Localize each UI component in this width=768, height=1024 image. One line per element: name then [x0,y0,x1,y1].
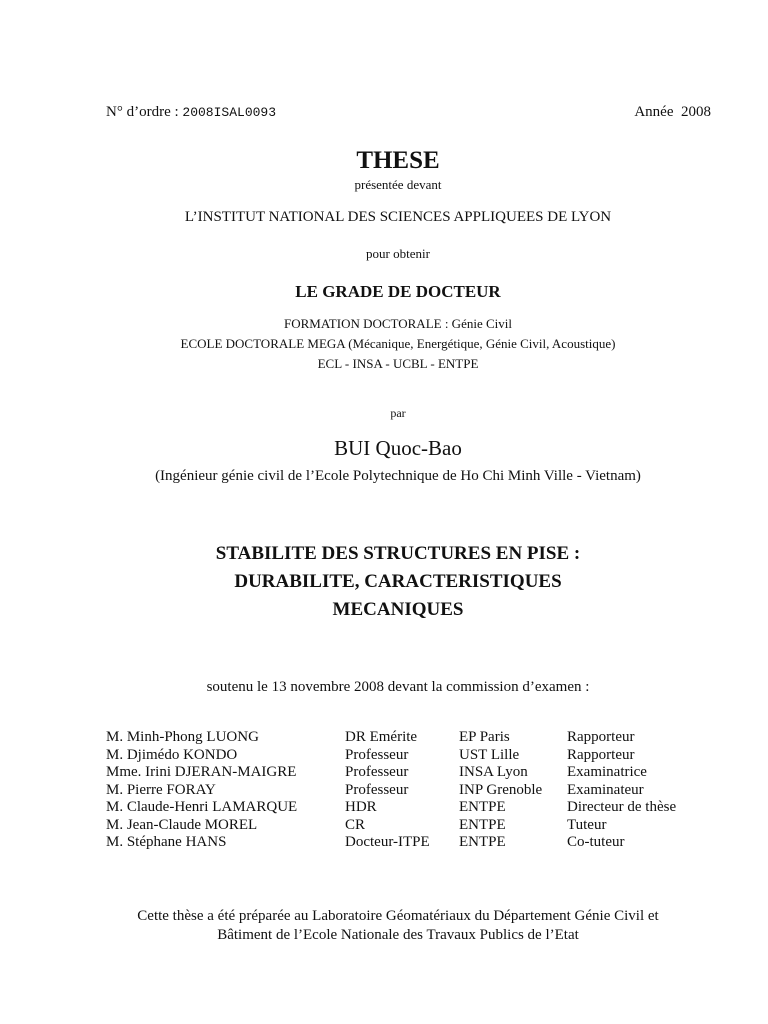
member-institution: ENTPE [459,834,506,850]
member-title: Professeur [345,764,409,780]
member-role: Examinatrice [567,764,647,780]
table-row [106,729,676,747]
table-row [106,799,676,817]
thesis-title-line-2: DURABILITE, CARACTERISTIQUES [234,571,562,592]
formation-doctorale: FORMATION DOCTORALE : Génie Civil [284,316,512,331]
footer-line-1: Cette thèse a été préparée au Laboratoire Géomatériaux du Département Génie Civil et [137,908,659,924]
thesis-title-line-1: STABILITE DES STRUCTURES EN PISE : [215,543,581,564]
table-row [106,747,676,765]
member-name: M. Jean-Claude MOREL [106,816,258,833]
member-role: Co-tuteur [567,834,625,850]
member-role: Tuteur [567,816,607,833]
author-name: BUI Quoc-Bao [334,436,462,460]
member-institution: ENTPE [459,816,506,833]
grade-title: LE GRADE DE DOCTEUR [295,282,501,301]
page-title: THESE [356,147,440,174]
member-name: M. Pierre FORAY [106,781,216,798]
member-role: Rapporteur [567,746,635,763]
member-name: Mme. Irini DJERAN-MAIGRE [106,764,297,780]
footer-line-2: Bâtiment de l’Ecole Nationale des Travaux Publics de l’Etat [217,927,579,943]
footer-note [0,907,768,945]
member-name: M. Minh-Phong LUONG [106,729,259,745]
member-role: Rapporteur [567,729,635,745]
member-title: Professeur [345,781,409,798]
ecole-doctorale: ECOLE DOCTORALE MEGA (Mécanique, Energétique, Génie Civil, Acoustique) [180,336,616,351]
annee-line [634,104,711,121]
member-role: Directeur de thèse [567,799,677,815]
member-institution: UST Lille [459,746,520,763]
par-text: par [390,406,406,420]
ordre-line [106,104,276,121]
member-institution: EP Paris [459,729,510,745]
defense-statement: soutenu le 13 novembre 2008 devant la commission d’examen : [206,679,590,695]
member-title: HDR [345,799,377,815]
thesis-title [0,540,768,624]
annee-value: 2008 [681,104,711,120]
table-row [106,834,676,852]
annee-label: Année [634,104,674,120]
member-title: Docteur-ITPE [345,834,430,850]
author-description: (Ingénieur génie civil de l’Ecole Polytechnique de Ho Chi Minh Ville - Vietnam) [155,468,641,484]
member-institution: INP Grenoble [459,781,543,798]
institution-name: L’INSTITUT NATIONAL DES SCIENCES APPLIQUEES DE LYON [184,209,612,225]
member-name: M. Djimédo KONDO [106,746,238,763]
pour-obtenir-text: pour obtenir [366,246,430,261]
table-row [106,817,676,835]
table-row [106,782,676,800]
member-role: Examinateur [567,781,644,798]
member-institution: ENTPE [459,799,506,815]
ordre-label: N° d’ordre : [106,104,183,120]
presentee-text: présentée devant [354,177,442,192]
member-institution: INSA Lyon [459,764,528,780]
ordre-number: 2008ISAL0093 [182,105,277,120]
member-name: M. Stéphane HANS [106,834,227,850]
member-title: CR [345,816,366,833]
partner-schools: ECL - INSA - UCBL - ENTPE [317,356,479,371]
committee-table [106,729,676,852]
member-title: Professeur [345,746,409,763]
member-name: M. Claude-Henri LAMARQUE [106,799,298,815]
member-title: DR Emérite [345,729,418,745]
thesis-title-line-3: MECANIQUES [332,599,464,620]
table-row [106,764,676,782]
